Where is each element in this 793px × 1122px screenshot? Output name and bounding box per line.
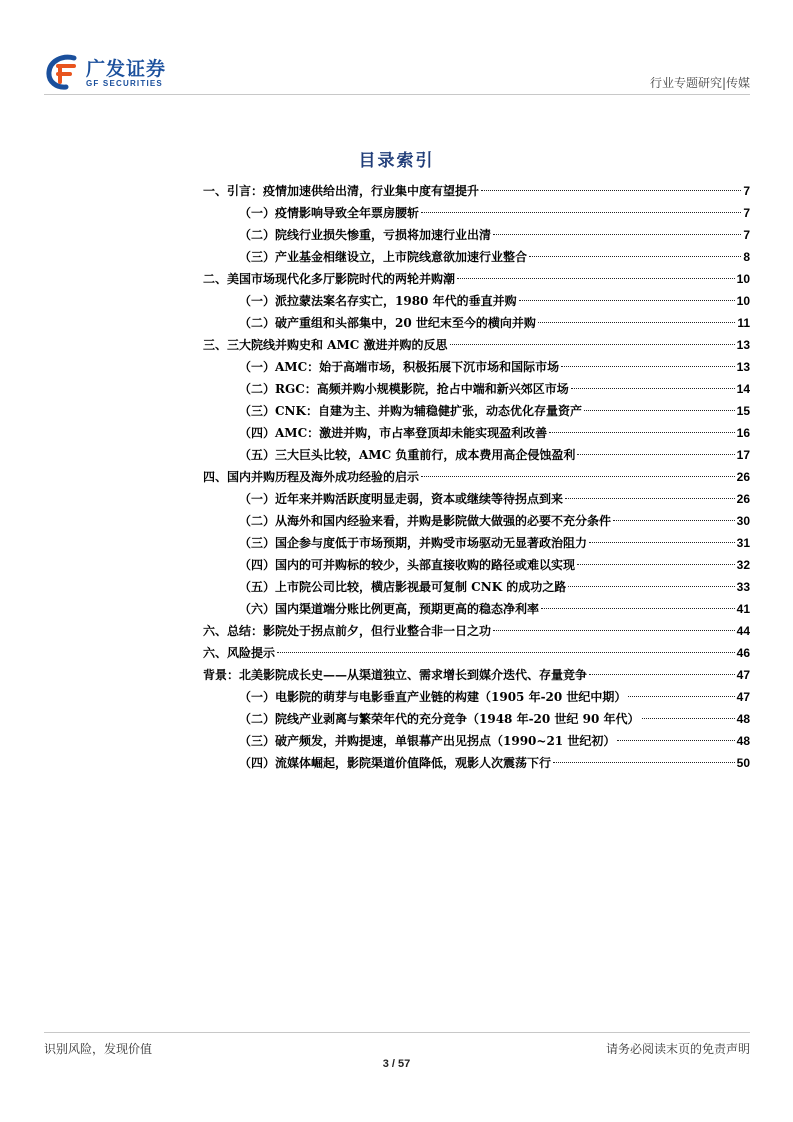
report-category: 行业专题研究|传媒 [649,76,750,90]
header-divider [44,94,750,95]
toc-entry-text: （二）从海外和国内经验来看，并购是影院做大做强的必要不充分条件 [239,514,612,528]
toc-entry-page: 26 [736,492,750,506]
toc-entry[interactable] [203,224,750,246]
toc-entry[interactable] [203,466,750,488]
toc-entry-text: （二）院线行业损失惨重，亏损将加速行业出清 [239,228,492,242]
toc-leader-dots [529,256,741,257]
toc-entry-page: 10 [736,272,750,286]
toc-leader-dots [493,630,735,631]
toc-entry-text: 六、风险提示 [203,646,276,660]
toc-entry[interactable] [203,334,750,356]
toc-entry-text: 一、引言：疫情加速供给出清，行业集中度有望提升 [203,184,480,198]
toc-entry[interactable] [203,488,750,510]
toc-leader-dots [277,652,735,653]
toc-entry-text: 二、美国市场现代化多厅影院时代的两轮并购潮 [203,272,456,286]
footer-divider [44,1032,750,1033]
toc-entry-text: （四）国内的可并购标的较少，头部直接收购的路径或难以实现 [239,558,576,572]
toc-leader-dots [568,586,734,587]
toc-entry-page: 47 [736,668,750,682]
toc-entry-page: 16 [736,426,750,440]
toc-entry-text: （二）院线产业剥离与繁荣年代的充分竞争（1948 年-20 世纪 90 年代） [239,712,640,726]
toc-leader-dots [450,344,735,345]
toc-entry-text: 四、国内并购历程及海外成功经验的启示 [203,470,420,484]
toc-entry-text: （二）RGC：高频并购小规模影院，抢占中端和新兴郊区市场 [239,382,569,396]
toc-entry-text: 三、三大院线并购史和 AMC 激进并购的反思 [203,338,448,352]
toc-entry-page: 48 [736,734,750,748]
toc-entry[interactable] [203,202,750,224]
toc-entry-page: 8 [743,250,750,264]
toc-entry[interactable] [203,708,750,730]
toc-entry-text: （三）产业基金相继设立，上市院线意欲加速行业整合 [239,250,528,264]
toc-leader-dots [549,432,734,433]
footer-disclaimer-note: 请务必阅读末页的免责声明 [605,1042,750,1056]
toc-entry-text: （三）破产频发，并购提速，单银幕产出见拐点（1990~21 世纪初） [239,734,616,748]
toc-leader-dots [493,234,741,235]
toc-leader-dots [561,366,734,367]
toc-entry-text: （六）国内渠道端分账比例更高，预期更高的稳态净利率 [239,602,540,616]
logo-chinese-name: 广发证券 [86,58,167,80]
page-number: 3 / 57 [382,1058,411,1070]
toc-entry-page: 11 [737,316,750,330]
toc-entry-text: （三）CNK：自建为主、并购为辅稳健扩张，动态优化存量资产 [239,404,582,418]
toc-entry[interactable] [203,752,750,774]
toc-entry[interactable] [203,598,750,620]
toc-leader-dots [584,410,735,411]
toc-entry[interactable] [203,532,750,554]
toc-leader-dots [628,696,734,697]
toc-leader-dots [617,740,734,741]
toc-entry-page: 26 [736,470,750,484]
toc-leader-dots [457,278,735,279]
toc-entry-text: （三）国企参与度低于市场预期，并购受市场驱动无显著政治阻力 [239,536,588,550]
toc-entry-page: 30 [736,514,750,528]
toc-entry-page: 47 [736,690,750,704]
toc-leader-dots [589,674,735,675]
toc-leader-dots [481,190,741,191]
toc-leader-dots [519,300,735,301]
toc-entry-text: 六、总结：影院处于拐点前夕，但行业整合非一日之功 [203,624,492,638]
toc-leader-dots [571,388,735,389]
toc-leader-dots [538,322,735,323]
toc-entry[interactable] [203,444,750,466]
toc-entry[interactable] [203,290,750,312]
toc-entry-page: 17 [736,448,750,462]
toc-entry-page: 13 [736,360,750,374]
toc-entry-text: （五）三大巨头比较，AMC 负重前行，成本费用高企侵蚀盈利 [239,448,576,462]
toc-entry[interactable] [203,642,750,664]
toc-entry[interactable] [203,620,750,642]
toc-entry[interactable] [203,378,750,400]
toc-title: 目录索引 [358,151,435,171]
toc-entry[interactable] [203,664,750,686]
footer-slogan: 识别风险，发现价值 [44,1042,153,1056]
toc-entry[interactable] [203,312,750,334]
toc-leader-dots [642,718,735,719]
page-header [44,52,750,94]
toc-entry[interactable] [203,576,750,598]
toc-entry-text: （一）派拉蒙法案名存实亡，1980 年代的垂直并购 [239,294,517,308]
gf-logo-icon [44,54,82,90]
table-of-contents [203,180,750,774]
toc-entry-page: 46 [736,646,750,660]
toc-entry-text: （四）流媒体崛起，影院渠道价值降低，观影人次震荡下行 [239,756,552,770]
toc-leader-dots [577,454,734,455]
toc-entry-text: 背景：北美影院成长史——从渠道独立、需求增长到媒介迭代、存量竞争 [203,668,588,682]
toc-leader-dots [421,476,735,477]
toc-entry-text: （一）近年来并购活跃度明显走弱，资本或继续等待拐点到来 [239,492,564,506]
toc-entry-page: 48 [736,712,750,726]
toc-leader-dots [613,520,735,521]
logo-english-name: GF SECURITIES [86,79,163,88]
toc-leader-dots [565,498,735,499]
toc-entry-text: （一）AMC：始于高端市场，积极拓展下沉市场和国际市场 [239,360,560,374]
toc-entry[interactable] [203,356,750,378]
toc-entry-page: 50 [736,756,750,770]
toc-entry-page: 15 [736,404,750,418]
toc-entry[interactable] [203,246,750,268]
toc-entry[interactable] [203,180,750,202]
toc-entry-page: 10 [736,294,750,308]
toc-leader-dots [421,212,741,213]
toc-entry-text: （五）上市院公司比较，横店影视最可复制 CNK 的成功之路 [239,580,567,594]
toc-entry[interactable] [203,510,750,532]
toc-entry-page: 13 [736,338,750,352]
toc-entry-page: 7 [743,228,750,242]
toc-entry-page: 41 [736,602,750,616]
toc-entry[interactable] [203,268,750,290]
toc-leader-dots [577,564,735,565]
toc-entry-page: 32 [736,558,750,572]
toc-entry-page: 44 [736,624,750,638]
toc-entry-page: 33 [736,580,750,594]
toc-entry-text: （一）疫情影响导致全年票房腰斩 [239,206,420,220]
toc-entry-page: 31 [736,536,750,550]
toc-entry[interactable] [203,686,750,708]
toc-entry[interactable] [203,554,750,576]
toc-entry-text: （四）AMC：激进并购，市占率登顶却未能实现盈利改善 [239,426,548,440]
toc-leader-dots [589,542,735,543]
toc-entry[interactable] [203,730,750,752]
gf-securities-logo [44,52,244,92]
toc-entry-page: 14 [736,382,750,396]
toc-entry-page: 7 [743,206,750,220]
toc-entry-page: 7 [743,184,750,198]
toc-entry[interactable] [203,400,750,422]
toc-leader-dots [541,608,735,609]
toc-leader-dots [553,762,735,763]
toc-entry[interactable] [203,422,750,444]
toc-entry-text: （二）破产重组和头部集中，20 世纪末至今的横向并购 [239,316,536,330]
toc-entry-text: （一）电影院的萌芽与电影垂直产业链的构建（1905 年-20 世纪中期） [239,690,627,704]
